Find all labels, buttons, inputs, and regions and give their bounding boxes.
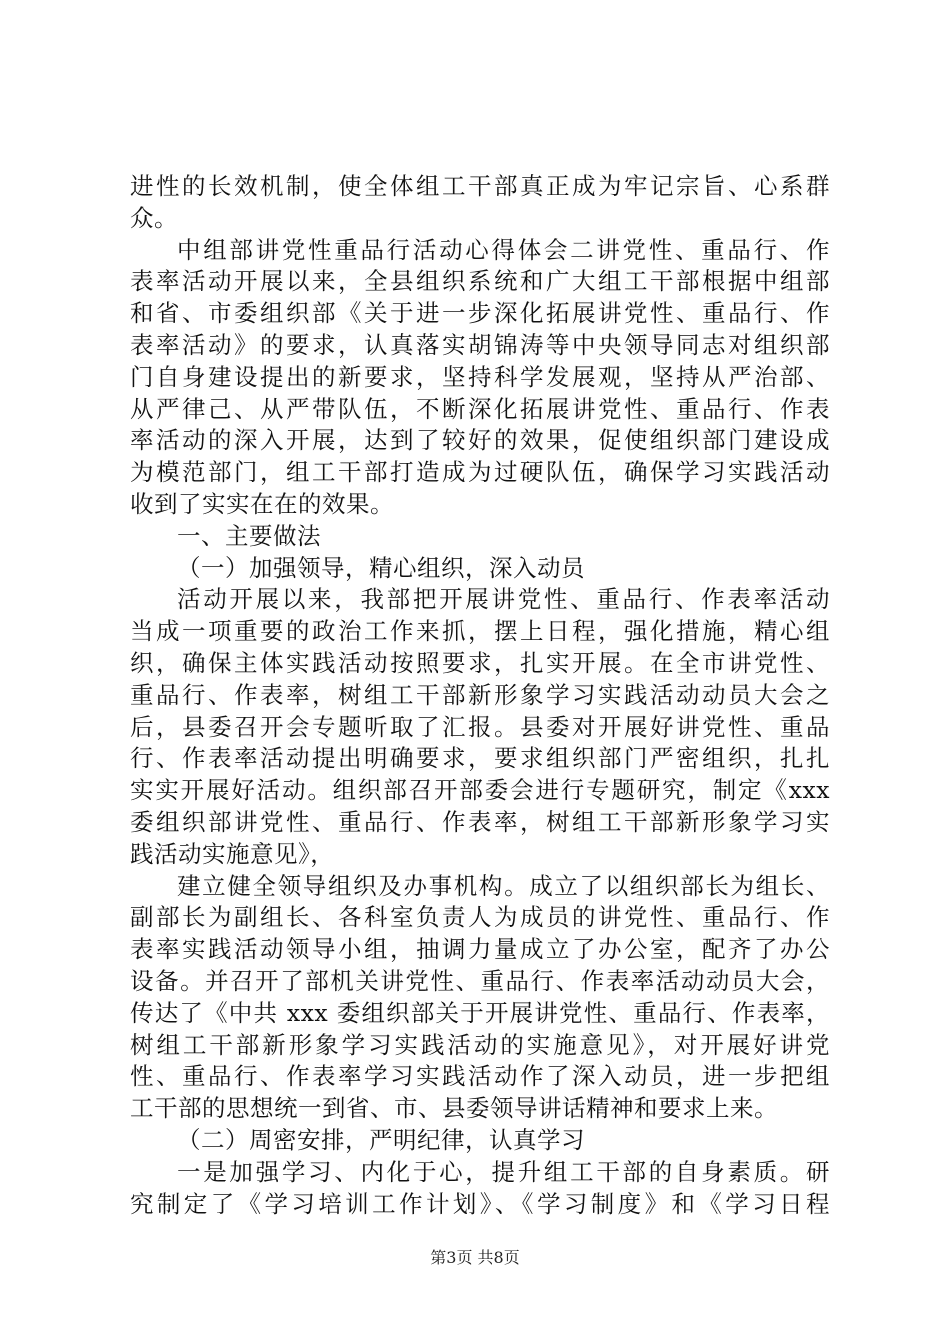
- text-line: 表率活动》的要求，认真落实胡锦涛等中央领导同志对组织部: [130, 330, 830, 359]
- text-line: 收到了实实在在的效果。: [130, 489, 394, 518]
- text-line: 工干部的思想统一到省、市、县委领导讲话精神和要求上来。: [130, 1094, 778, 1123]
- document-body: [130, 171, 830, 1220]
- text-line: 织，确保主体实践活动按照要求，扎实开展。在全市讲党性、: [130, 648, 830, 677]
- text-line: 众。: [130, 203, 178, 232]
- page-footer: 第3页 共8页: [430, 1248, 520, 1267]
- text-line: 当成一项重要的政治工作来抓，摆上日程，强化措施，精心组: [130, 617, 830, 646]
- text-line: 为模范部门，组工干部打造成为过硬队伍，确保学习实践活动: [130, 458, 830, 487]
- text-line: 和省、市委组织部《关于进一步深化拓展讲党性、重品行、作: [130, 299, 830, 328]
- text-line: 一是加强学习、内化于心，提升组工干部的自身素质。研: [177, 1157, 830, 1186]
- text-line: 门自身建设提出的新要求，坚持科学发展观，坚持从严治部、: [130, 362, 830, 391]
- text-line: 传达了《中共 xxx 委组织部关于开展讲党性、重品行、作表率，: [130, 998, 830, 1027]
- text-line: 建立健全领导组织及办事机构。成立了以组织部长为组长、: [177, 871, 830, 900]
- text-line: 树组工干部新形象学习实践活动的实施意见》，对开展好讲党: [130, 1030, 830, 1059]
- subsection-heading: （一）加强领导，精心组织，深入动员: [177, 553, 585, 582]
- text-line: 率活动的深入开展，达到了较好的效果，促使组织部门建设成: [130, 426, 830, 455]
- text-line: 究制定了《学习培训工作计划》、《学习制度》和《学习日程: [130, 1189, 830, 1218]
- section-heading: 一、主要做法: [177, 521, 321, 550]
- text-line: 表率活动开展以来，全县组织系统和广大组工干部根据中组部: [130, 267, 830, 296]
- text-line: 实实开展好活动。组织部召开部委会进行专题研究，制定《xxx: [130, 776, 830, 805]
- text-line: 活动开展以来，我部把开展讲党性、重品行、作表率活动: [177, 585, 830, 614]
- text-line: 行、作表率活动提出明确要求，要求组织部门严密组织，扎扎: [130, 744, 830, 773]
- text-line: 委组织部讲党性、重品行、作表率，树组工干部新形象学习实: [130, 807, 830, 836]
- text-line: 践活动实施意见》，: [130, 839, 335, 868]
- text-line: 重品行、作表率，树组工干部新形象学习实践活动动员大会之: [130, 680, 830, 709]
- text-line: 设备。并召开了部机关讲党性、重品行、作表率活动动员大会，: [130, 966, 830, 995]
- text-line: 表率实践活动领导小组，抽调力量成立了办公室，配齐了办公: [130, 935, 830, 964]
- subsection-heading: （二）周密安排，严明纪律，认真学习: [177, 1125, 585, 1154]
- text-line: 后，县委召开会专题听取了汇报。县委对开展好讲党性、重品: [130, 712, 830, 741]
- text-line: 性、重品行、作表率学习实践活动作了深入动员，进一步把组: [130, 1062, 830, 1091]
- text-line: 副部长为副组长、各科室负责人为成员的讲党性、重品行、作: [130, 903, 830, 932]
- text-line: 从严律己、从严带队伍，不断深化拓展讲党性、重品行、作表: [130, 394, 830, 423]
- text-line: 中组部讲党性重品行活动心得体会二讲党性、重品行、作: [177, 235, 830, 264]
- text-line: 进性的长效机制，使全体组工干部真正成为牢记宗旨、心系群: [130, 172, 830, 200]
